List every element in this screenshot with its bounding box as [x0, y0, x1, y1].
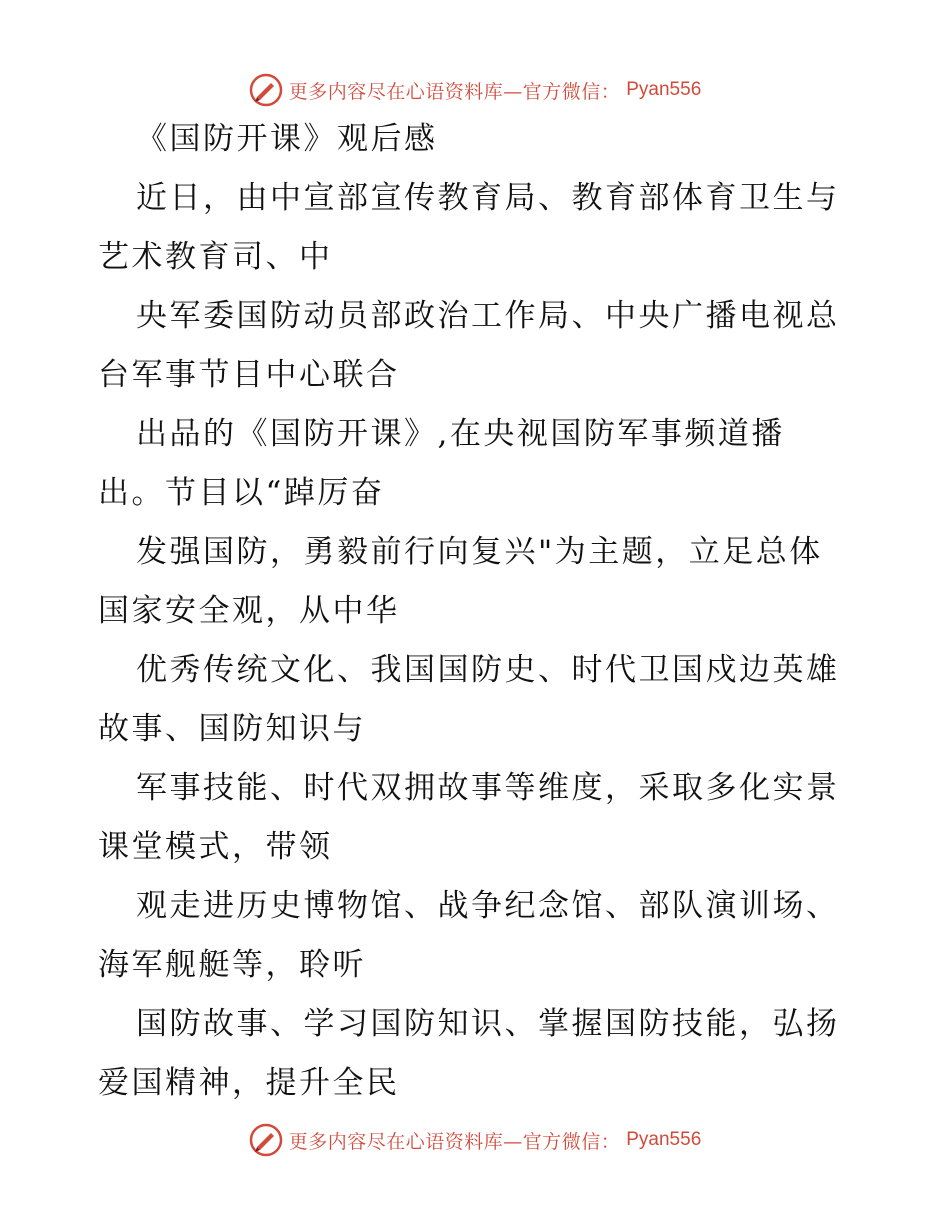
text-line: 爱国精神，提升全民 [98, 1065, 400, 1101]
pen-logo-icon [249, 1123, 283, 1157]
text-line: 海军舰艇等，聆听 [98, 947, 366, 983]
text-line: 军事技能、时代双拥故事等维度，采取多化实景 [136, 770, 840, 806]
text-line: 观走进历史博物馆、战争纪念馆、部队演训场、 [136, 888, 840, 924]
text-line: 《国防开课》观后感 [136, 121, 438, 157]
text-line: 央军委国防动员部政治工作局、中央广播电视总 [136, 298, 840, 334]
header-banner [0, 72, 950, 108]
text-line: 故事、国防知识与 [98, 711, 366, 747]
document-body [98, 121, 858, 1127]
text-line: 国家安全观，从中华 [98, 593, 400, 629]
footer-banner-text: 更多内容尽在心语资料库—官方微信： [288, 1130, 621, 1153]
text-line: 艺术教育司、中 [98, 239, 333, 275]
footer-banner-id: Pyan556 [626, 1129, 702, 1150]
text-line: 优秀传统文化、我国国防史、时代卫国戍边英雄 [136, 652, 840, 688]
text-line: 台军事节目中心联合 [98, 357, 400, 393]
footer-banner [0, 1122, 950, 1158]
text-line: 国防故事、学习国防知识、掌握国防技能，弘扬 [136, 1006, 840, 1042]
header-banner-text: 更多内容尽在心语资料库—官方微信： [288, 80, 621, 103]
text-line: 出品的《国防开课》,在央视国防军事频道播 [136, 416, 785, 452]
header-banner-id: Pyan556 [626, 79, 702, 100]
pen-logo-icon [249, 73, 283, 107]
text-line: 发强国防，勇毅前行向复兴"为主题，立足总体 [136, 534, 823, 570]
text-line: 近日，由中宣部宣传教育局、教育部体育卫生与 [136, 180, 840, 216]
text-line: 课堂模式，带领 [98, 829, 333, 865]
text-line: 出。节目以“踔厉奋 [98, 475, 385, 511]
